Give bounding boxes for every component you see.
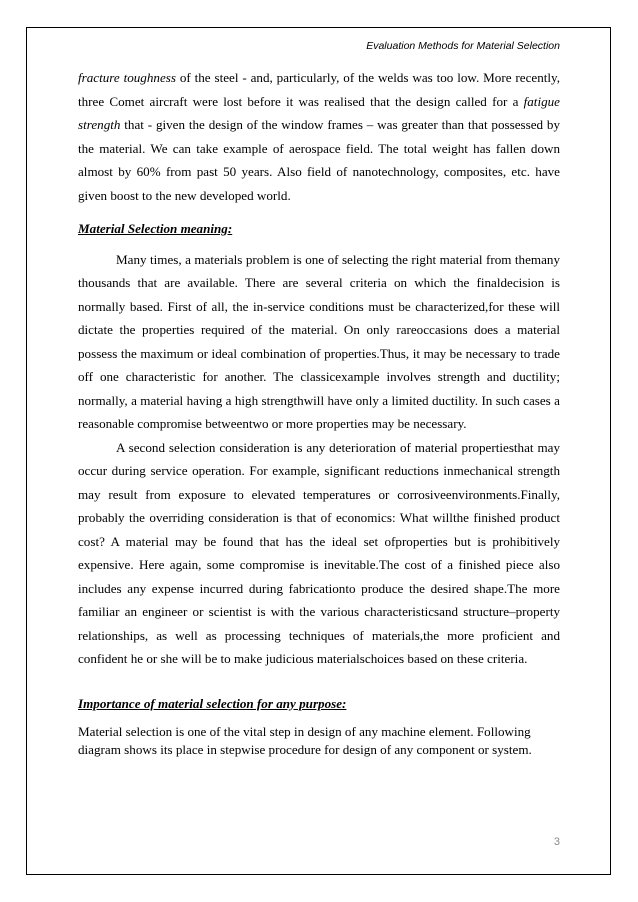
section-heading-material-selection: Material Selection meaning: — [78, 221, 233, 236]
intro-text-2: that - given the design of the window frames – was greater than that possessed by the material. We can take example of aerospace field. The total weight has fallen down almost by 60% from past 50 years. Also field of nanotechnology, composites, etc. have given boost to the new developed world. — [78, 117, 560, 203]
fracture-toughness-term: fracture toughness — [78, 70, 176, 85]
page-content — [78, 66, 560, 758]
fatigue-strength-term: fatigue strength — [78, 93, 560, 132]
page-number: 3 — [553, 836, 560, 848]
intro-paragraph — [78, 66, 560, 207]
body-paragraph: Material selection is one of the vital step in design of any machine element. Following diagram shows its place in stepwise procedure for design of any component or system. — [78, 724, 532, 757]
section-heading-importance: Importance of material selection for any purpose: — [78, 695, 347, 711]
body-paragraph: Many times, a materials problem is one of selecting the right material from themany thousands that are available. There are several criteria on which the finaldecision is normally based. First of all, the in-service conditions must be characterized,for these will dictate the properties required of the material. On only rareoccasions does a material possess the maximum or ideal combination of properties.Thus, it may be necessary to trade off one characteristic for another. The classicexample involves strength and ductility; normally, a material having a high strengthwill have only a limited ductility. In such cases a reasonable compromise betweentwo or more properties may be necessary. — [78, 251, 560, 431]
body-paragraph: A second selection consideration is any deterioration of material propertiesthat may occur during service operation. For example, significant reductions inmechanical strength may result from exposure to elevated temperatures or corrosiveenvironments.Finally, probably the overriding consideration is that of economics: What willthe finished product cost? A material may be found that has the ideal set ofproperties but is prohibitively expensive. Here again, some compromise is inevitable.The cost of a finished piece also includes any expense incurred during fabricationto produce the desired shape.The more familiar an engineer or scientist is with the various characteristicsand structure–property relationships, as well as processing techniques of materials,the more proficient and confident he or she will be to make judicious materialschoices based on these criteria. — [78, 439, 560, 666]
running-header: Evaluation Methods for Material Selection — [366, 40, 560, 52]
intro-text-1: of the steel - and, particularly, of the welds was too low. More recently, three Comet aircraft were lost before it was realised that the design called for a — [78, 70, 560, 109]
